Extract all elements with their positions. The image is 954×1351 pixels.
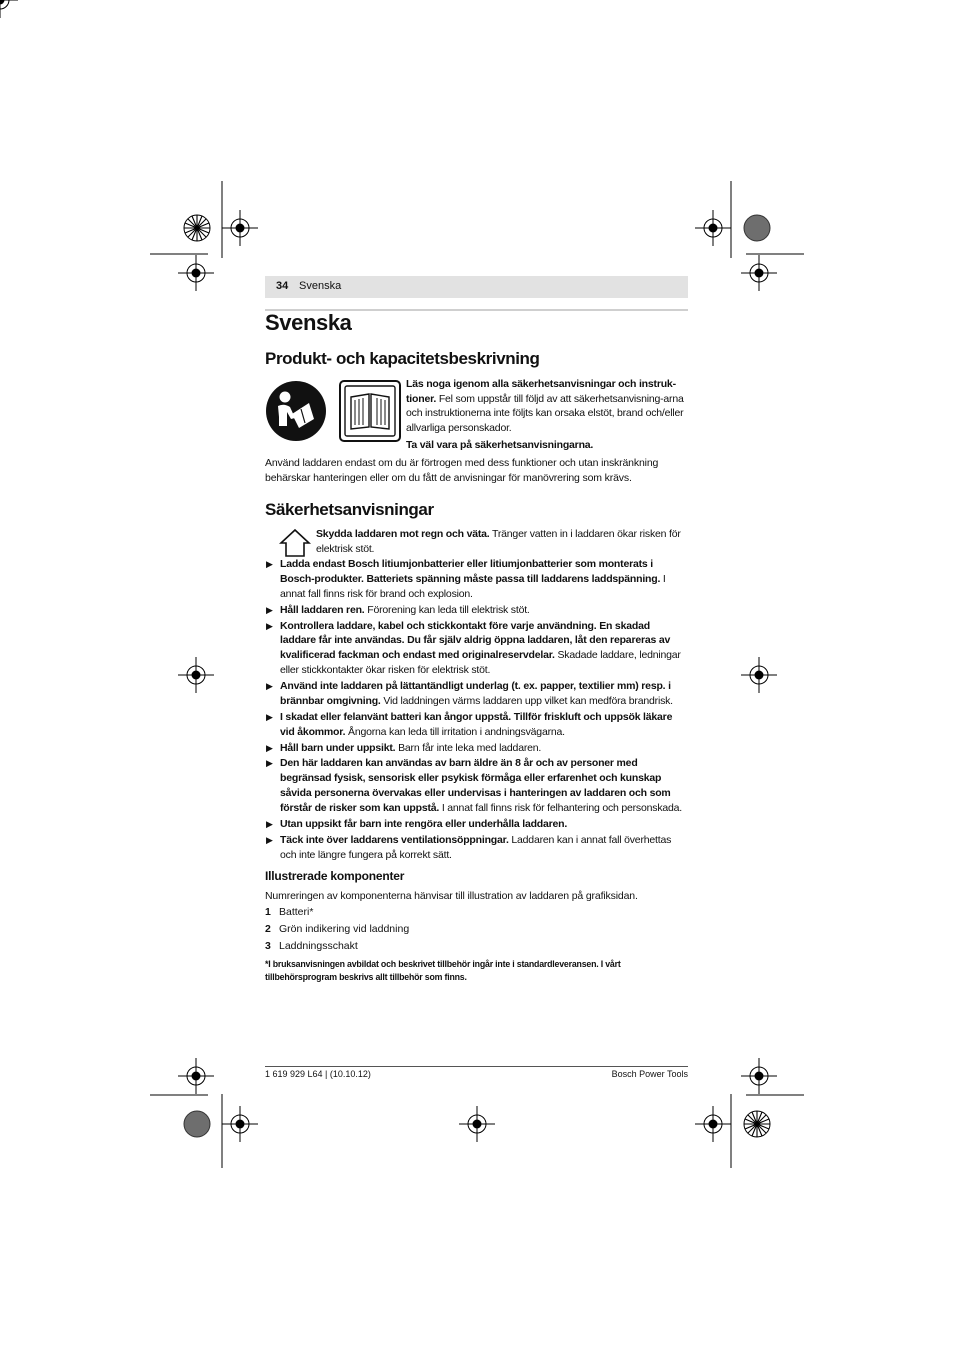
list-item (265, 756, 688, 815)
bullet-text: Laddaren kan i annat fall överhettas och inte längre fungera på korrekt sätt. (280, 833, 672, 861)
bullet-text: Vid laddningen värms laddaren upp vilket kan medföra brandrisk. (380, 694, 673, 707)
bullet-bold: Ladda endast Bosch litiumjonbatterier eller litiumjonbatterier som monterats i Bosch-produkter. Batteriets spänning måste passa till laddarens laddspänning. (280, 558, 661, 585)
list-item (265, 619, 688, 678)
page-header-bar (265, 276, 688, 298)
component-number: 1 (265, 906, 271, 918)
component-item (265, 923, 409, 935)
crosshair-target-icon (0, 0, 18, 18)
accessory-footnote: *I bruksanvisningen avbildat och beskrivet tillbehör ingår inte i standardleveransen. I vårt tillbehörsprogram beskrivs allt tillbehör som finns. (265, 959, 621, 982)
page-number: 34 (276, 280, 289, 292)
document-number: 1 619 929 L64 | (10.10.12) (265, 1069, 371, 1079)
list-item (265, 557, 688, 601)
safety-warning-intro (406, 377, 688, 453)
grey-tone-patch-icon (744, 215, 770, 241)
bullet-bold: Kontrollera laddare, kabel och stickkontakt före varje användning. En skadad laddare får inte användas. Du får själv aldrig öppna laddaren, låt den repareras av kvalificerad fackman och endast med originalreservdelar. (280, 619, 671, 662)
usage-paragraph: Använd laddaren endast om du är förtrogen med dess funktioner och utan inskränkning behärskar hanteringen eller om du fått de anvisningar för manövrering som krävs. (265, 457, 659, 484)
warning-read-instructions: Läs noga igenom alla säkerhetsanvisningar och instruk-tioner. (406, 378, 676, 405)
bullet-bold: Använd inte laddaren på lättantändligt underlag (t. ex. papper, textilier mm) resp. i brännbar omgivning. (280, 679, 671, 707)
bullet-bold: I skadat eller felanvänt batteri kan ångor uppstå. Tillför friskluft och uppsök läkare vid åkommor. (280, 710, 673, 738)
warning-keep-instructions: Ta väl vara på säkerhetsanvisningarna. (406, 439, 594, 452)
safety-bullet-list (265, 557, 688, 864)
list-item (265, 741, 688, 756)
bullet-bold: Håll laddaren ren. (280, 603, 365, 616)
bullet-text: I annat fall finns risk för felhantering och personskada. (439, 801, 683, 814)
component-label: Grön indikering vid laddning (279, 923, 410, 935)
bullet-arrow-icon: ▶ (266, 758, 273, 769)
list-item (265, 817, 688, 832)
component-label: Laddningsschakt (279, 940, 358, 952)
bullet-arrow-icon: ▶ (266, 604, 273, 615)
bullet-arrow-icon: ▶ (266, 559, 273, 569)
component-label: Batteri* (279, 906, 314, 918)
bullet-arrow-icon: ▶ (266, 834, 273, 845)
bullet-arrow-icon: ▶ (266, 680, 273, 691)
bullet-arrow-icon: ▶ (266, 711, 273, 722)
component-number: 2 (265, 923, 271, 935)
bullet-bold: Utan uppsikt får barn inte rengöra eller underhålla laddaren. (280, 817, 568, 830)
bullet-bold: Håll barn under uppsikt. (280, 741, 396, 754)
component-item (265, 906, 313, 918)
warning-consequence-text: Fel som uppstår till följd av att säkerhetsanvisning-arna och instruktionerna inte följts kan orsaka elstöt, brand och/eller allvarliga personskador. (406, 392, 684, 434)
components-intro: Numreringen av komponenterna hänvisar till illustration av laddaren på grafiksidan. (265, 890, 638, 902)
footer-brand: Bosch Power Tools (611, 1069, 688, 1079)
list-item (265, 833, 688, 863)
moisture-warning-text: Tränger vatten in i laddaren ökar risken för elektrisk stöt. (316, 528, 681, 555)
bullet-bold: Täck inte över laddarens ventilationsöppningar. (280, 833, 509, 846)
bullet-text: Ångorna kan leda till irritation i andningsvägarna. (345, 725, 565, 738)
read-manual-person-icon (265, 380, 327, 442)
bullet-text: Barn får inte leka med laddaren. (395, 741, 542, 754)
list-item (265, 679, 688, 709)
moisture-warning-bold: Skydda laddaren mot regn och väta. (316, 528, 490, 540)
moisture-warning (316, 527, 688, 556)
grey-tone-patch-icon (184, 1111, 210, 1137)
header-language: Svenska (299, 280, 342, 292)
starburst-target-icon (184, 215, 210, 241)
components-heading: Illustrerade komponenter (265, 869, 405, 883)
component-number: 3 (265, 940, 271, 952)
section-heading-safety: Säkerhetsanvisningar (265, 500, 434, 519)
open-book-icon (339, 380, 401, 442)
bullet-text: Förorening kan leda till elektrisk stöt. (364, 603, 530, 616)
list-item (265, 603, 688, 618)
bullet-arrow-icon: ▶ (266, 818, 273, 829)
bullet-arrow-icon: ▶ (266, 620, 273, 631)
list-item (265, 710, 688, 740)
starburst-target-icon (744, 1111, 770, 1137)
bullet-text: I annat fall finns risk för brand och explosion. (280, 572, 666, 600)
component-item (265, 940, 358, 952)
bullet-arrow-icon: ▶ (266, 742, 273, 753)
indoor-use-house-icon (279, 528, 311, 558)
footer-divider (265, 1066, 688, 1067)
bullet-bold: Den här laddaren kan användas av barn äldre än 8 år och av personer med begränsad fysisk, sensorisk eller psykisk förmåga eller erfarenhet och kunskap såvida personerna övervakas eller undervisas i hanteringen av laddaren och som förstår de risker som kan uppstå. (280, 757, 671, 814)
bullet-text: Skadade laddare, ledningar eller stickkontakter ökar risken för elektrisk stöt. (280, 649, 681, 676)
page-title: Svenska (265, 310, 352, 335)
section-heading-product: Produkt- och kapacitetsbeskrivning (265, 349, 540, 368)
